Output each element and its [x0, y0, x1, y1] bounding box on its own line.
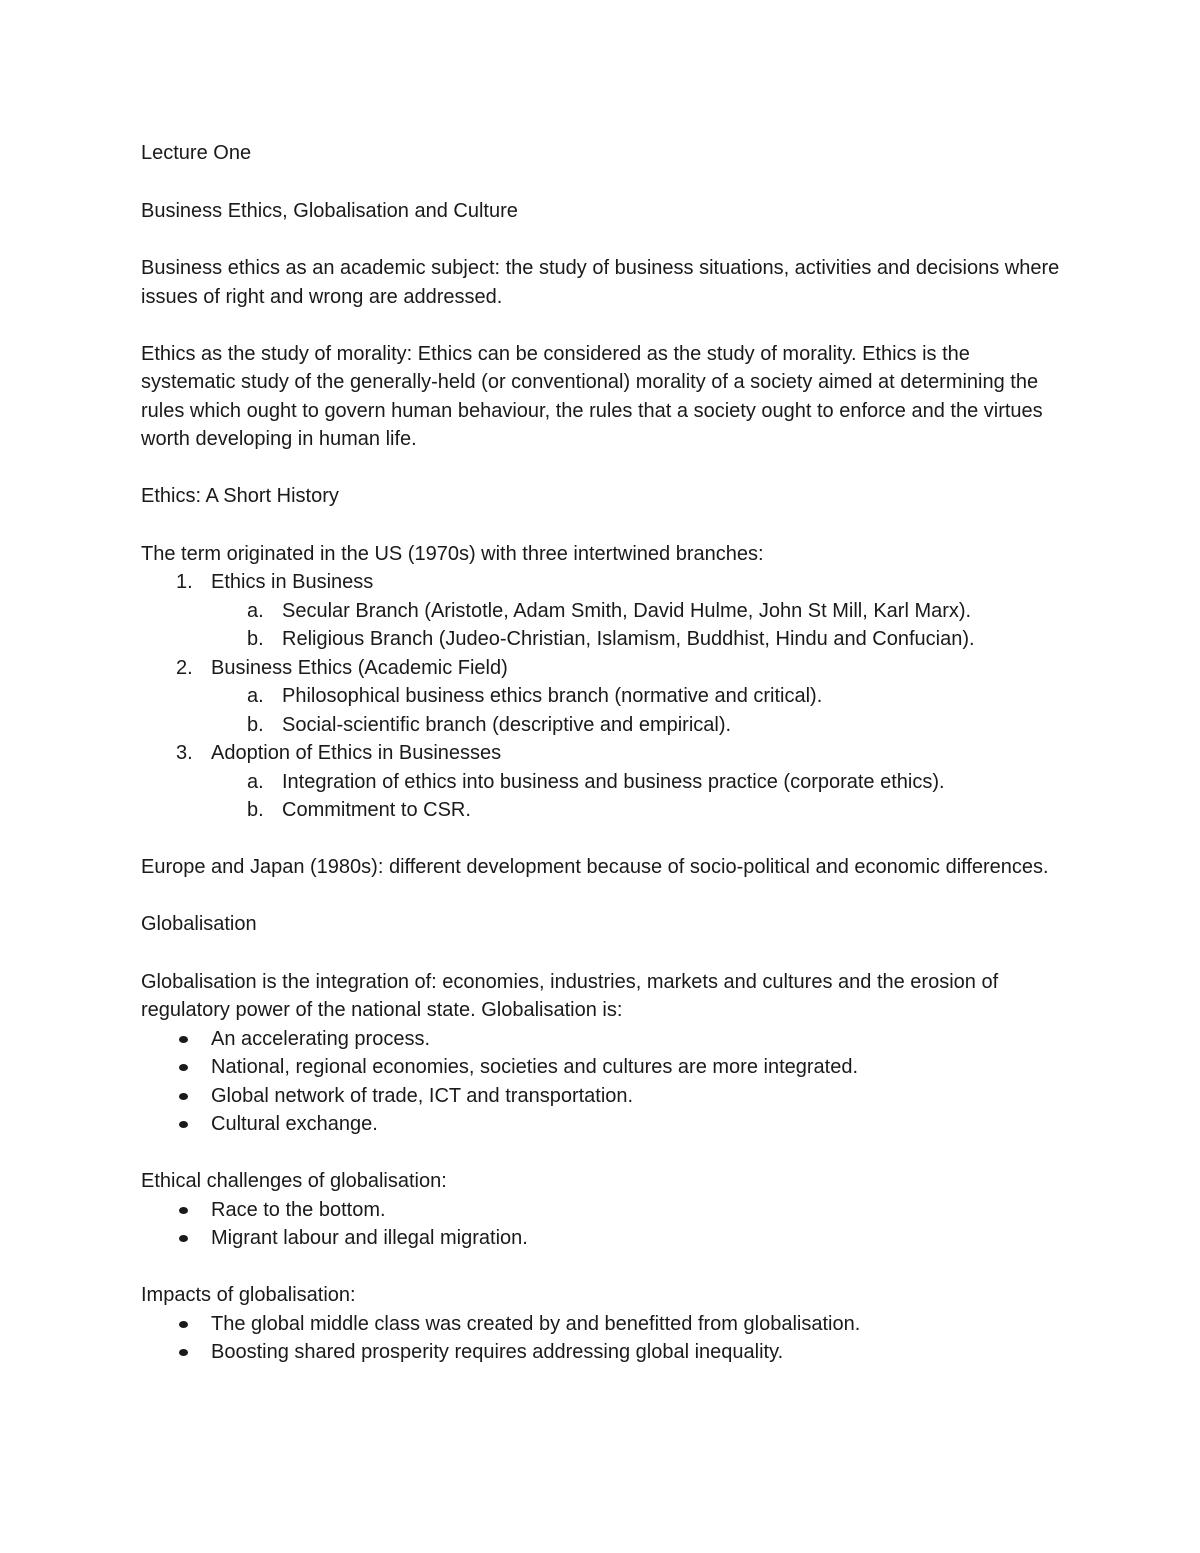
bullet-list-item: [141, 1224, 1061, 1253]
impacts-section: [141, 1281, 1061, 1367]
bullet-list-item: [141, 1338, 1061, 1367]
bullet-icon: [179, 1321, 188, 1328]
bullet-icon: [179, 1235, 188, 1242]
sub-list-text: Integration of ethics into business and business practice (corporate ethics).: [282, 770, 945, 793]
bullet-text: National, regional economies, societies and cultures are more integrated.: [211, 1056, 859, 1078]
bullet-icon: [179, 1036, 188, 1043]
europe-japan-paragraph: Europe and Japan (1980s): different development because of socio-political and economic differences.: [141, 856, 1049, 878]
sub-list-letter: a.: [247, 685, 264, 707]
ordered-list-item: [141, 654, 1061, 683]
list-number: 2.: [176, 656, 193, 679]
list-item-label: Adoption of Ethics in Businesses: [211, 742, 502, 764]
sub-list-letter: a.: [247, 770, 264, 793]
list-item-label: Business Ethics (Academic Field): [211, 656, 508, 679]
sub-list-text: Philosophical business ethics branch (normative and critical).: [282, 685, 823, 707]
sub-list-letter: b.: [247, 799, 264, 821]
sub-list-item: [141, 768, 1061, 797]
history-section: [141, 540, 1061, 825]
bullet-text: The global middle class was created by and benefitted from globalisation.: [211, 1312, 861, 1335]
business-ethics-paragraph: Business ethics as an academic subject: the study of business situations, activities and decisions where issues of right and wrong are addressed.: [141, 257, 1060, 308]
challenges-section: [141, 1167, 1061, 1253]
sub-list-item: [141, 711, 1061, 740]
bullet-list-item: [141, 1082, 1061, 1111]
sub-list-item: [141, 597, 1061, 626]
sub-list-letter: b.: [247, 628, 264, 650]
lecture-title: Lecture One: [141, 142, 252, 164]
bullet-list-item: [141, 1025, 1061, 1054]
bullet-icon: [179, 1121, 188, 1128]
bullet-text: Global network of trade, ICT and transportation.: [211, 1084, 634, 1107]
sub-list-letter: a.: [247, 599, 264, 622]
list-number: 3.: [176, 742, 193, 764]
bullet-text: An accelerating process.: [211, 1027, 431, 1050]
bullet-text: Cultural exchange.: [211, 1113, 378, 1135]
ordered-list-item: [141, 568, 1061, 597]
sub-list-item: [141, 625, 1061, 654]
list-number: 1.: [176, 571, 193, 593]
bullet-list-item: [141, 1053, 1061, 1082]
sub-list-text: Social-scientific branch (descriptive and empirical).: [282, 713, 732, 736]
globalisation-section: [141, 968, 1061, 1139]
ethics-morality-paragraph: Ethics as the study of morality: Ethics can be considered as the study of morality. Ethics is the systematic study of the generally-held (or conventional) morality of a society aimed at determining the rules which ought to govern human behaviour, the rules that a society ought to enforce and the virtues worth developing in human life.: [141, 342, 1043, 450]
list-item-label: Ethics in Business: [211, 571, 374, 593]
bullet-list-item: [141, 1310, 1061, 1339]
sub-list-text: Secular Branch (Aristotle, Adam Smith, David Hulme, John St Mill, Karl Marx).: [282, 599, 972, 622]
history-heading: Ethics: A Short History: [141, 485, 339, 507]
sub-list-item: [141, 682, 1061, 711]
bullet-icon: [179, 1207, 188, 1214]
sub-list-text: Commitment to CSR.: [282, 799, 471, 821]
sub-list-item: [141, 796, 1061, 825]
globalisation-intro: Globalisation is the integration of: economies, industries, markets and cultures and the erosion of regulatory power of the national state. Globalisation is:: [141, 970, 999, 1021]
globalisation-heading: Globalisation: [141, 913, 257, 935]
history-intro: The term originated in the US (1970s) with three intertwined branches:: [141, 542, 764, 565]
document-page: [141, 139, 1061, 1395]
impacts-intro: Impacts of globalisation:: [141, 1284, 356, 1306]
bullet-text: Race to the bottom.: [211, 1198, 386, 1221]
sub-list-letter: b.: [247, 713, 264, 736]
lecture-subtitle: Business Ethics, Globalisation and Culture: [141, 199, 518, 222]
ordered-list-item: [141, 739, 1061, 768]
bullet-text: Migrant labour and illegal migration.: [211, 1227, 528, 1249]
sub-list-text: Religious Branch (Judeo-Christian, Islamism, Buddhist, Hindu and Confucian).: [282, 628, 975, 650]
bullet-list-item: [141, 1110, 1061, 1139]
bullet-text: Boosting shared prosperity requires addressing global inequality.: [211, 1341, 784, 1363]
challenges-intro: Ethical challenges of globalisation:: [141, 1170, 447, 1192]
bullet-list-item: [141, 1196, 1061, 1225]
bullet-icon: [179, 1349, 188, 1356]
bullet-icon: [179, 1064, 188, 1071]
bullet-icon: [179, 1093, 188, 1100]
